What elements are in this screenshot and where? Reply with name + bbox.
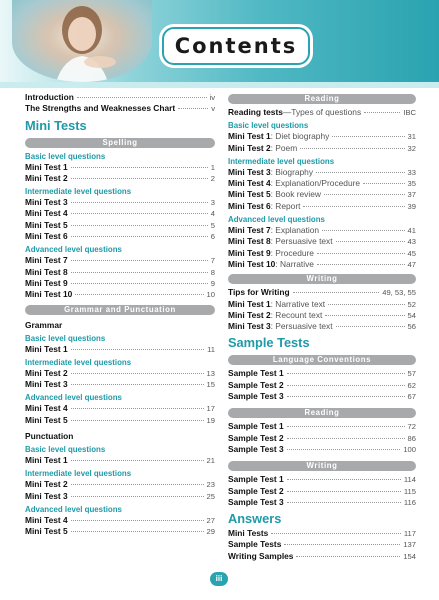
entry-label: Mini Test 8 [25, 266, 68, 277]
toc-entry[interactable] [228, 167, 416, 178]
grammar-heading: Grammar [25, 319, 63, 330]
entry-subtitle: : Procedure [270, 247, 314, 258]
spelling-bar: Spelling [25, 138, 215, 148]
entry-label: Mini Test 3 [25, 490, 68, 501]
toc-entry[interactable] [25, 267, 215, 278]
toc-entry[interactable] [228, 421, 416, 432]
punctuation-heading: Punctuation [25, 431, 74, 442]
left-column [25, 92, 215, 538]
toc-entry[interactable] [228, 321, 416, 332]
level-heading: Intermediate level questions [25, 187, 132, 197]
entry-label: Mini Test 5 [25, 526, 68, 537]
entry-label: Mini Test 3 [228, 321, 271, 332]
toc-entry[interactable] [25, 173, 215, 184]
entry-label: Mini Test 3 [228, 166, 271, 177]
entry-label: Sample Test 2 [228, 432, 284, 443]
entry-label: Mini Test 10 [228, 258, 276, 269]
leader-dots [71, 520, 204, 521]
leader-dots [325, 315, 404, 316]
student-photo [12, 0, 152, 82]
leader-dots [71, 178, 208, 179]
toc-entry[interactable] [228, 189, 416, 200]
toc-entry[interactable] [228, 391, 416, 402]
toc-entry[interactable] [25, 103, 215, 114]
leader-dots [271, 533, 401, 534]
entry-subtitle: : Biography [270, 166, 314, 177]
toc-entry[interactable] [228, 248, 416, 259]
entry-subtitle: : Diet biography [270, 131, 330, 142]
entry-page: 6 [210, 232, 215, 242]
leader-dots [363, 183, 405, 184]
leader-dots [287, 449, 401, 450]
toc-entry[interactable] [228, 551, 416, 562]
entry-label: Mini Test 2 [25, 172, 68, 183]
entry-page: 31 [407, 132, 416, 142]
page-number-badge: iii [210, 572, 228, 586]
leader-dots [71, 225, 208, 226]
entry-subtitle: : Book review [270, 189, 321, 200]
level-heading: Intermediate level questions [25, 357, 132, 367]
entry-label: Mini Test 7 [228, 225, 271, 236]
leader-dots [71, 283, 208, 284]
entry-page: 39 [407, 201, 416, 211]
entry-label: Mini Test 3 [25, 379, 68, 390]
leader-dots [71, 167, 208, 168]
entry-label: Sample Test 1 [228, 368, 284, 379]
entry-page: 57 [407, 369, 416, 379]
entry-label: Mini Test 2 [228, 142, 271, 153]
header-stripe [0, 82, 439, 88]
entry-label: Writing Samples [228, 550, 294, 561]
entry-label: Sample Test 2 [228, 485, 284, 496]
entry-page: 25 [206, 491, 215, 501]
toc-entry[interactable] [228, 259, 416, 270]
sample-reading-bar: Reading [228, 408, 416, 418]
entry-subtitle: : Poem [270, 142, 298, 153]
entry-label: Mini Test 10 [25, 289, 73, 300]
entry-page: iv [209, 93, 215, 102]
entry-page: 11 [207, 344, 215, 354]
entry-page: 7 [210, 256, 215, 266]
toc-entry[interactable] [25, 255, 215, 266]
leader-dots [364, 112, 400, 113]
leader-dots [71, 213, 208, 214]
toc-entry[interactable] [228, 474, 416, 485]
toc-entry[interactable] [228, 497, 416, 508]
entry-label: The Strengths and Weaknesses Chart [25, 103, 176, 114]
leader-dots [317, 264, 405, 265]
entry-label: Mini Test 3 [25, 197, 68, 208]
leader-dots [71, 349, 204, 350]
entry-page: 43 [407, 237, 416, 247]
leader-dots [303, 206, 404, 207]
toc-entry[interactable] [228, 143, 416, 154]
leader-dots [300, 148, 404, 149]
leader-dots [324, 194, 405, 195]
toc-entry[interactable] [228, 107, 416, 118]
leader-dots [287, 373, 405, 374]
entry-label: Reading tests [228, 107, 283, 117]
entry-page: 5 [210, 220, 215, 230]
right-column [228, 92, 416, 562]
entry-page: 4 [210, 209, 215, 219]
entry-page: 33 [407, 167, 416, 177]
entry-page: 137 [403, 540, 416, 550]
toc-entry[interactable] [25, 515, 215, 526]
leader-dots [322, 230, 404, 231]
leader-dots [71, 420, 204, 421]
toc-entry[interactable] [25, 455, 215, 466]
entry-label: Mini Test 2 [25, 367, 68, 378]
level-heading: Advanced level questions [25, 245, 122, 255]
leader-dots [71, 408, 204, 409]
level-heading: Intermediate level questions [228, 156, 335, 166]
entry-page: 1 [210, 162, 215, 172]
entry-label: Mini Test 2 [25, 479, 68, 490]
toc-entry[interactable] [228, 539, 416, 550]
entry-page: 2 [210, 173, 215, 183]
entry-page: 100 [403, 444, 416, 454]
leader-dots [77, 97, 207, 98]
entry-page: 116 [403, 497, 416, 507]
toc-entry[interactable] [25, 92, 215, 103]
leader-dots [284, 544, 400, 545]
entry-label: Sample Test 1 [228, 421, 284, 432]
leader-dots [336, 241, 405, 242]
leader-dots [71, 531, 204, 532]
entry-label: Mini Test 1 [228, 131, 271, 142]
leader-dots [71, 484, 204, 485]
leader-dots [287, 385, 405, 386]
toc-entry[interactable] [25, 344, 215, 355]
entry-label: Mini Test 1 [25, 343, 68, 354]
toc-entry[interactable] [228, 433, 416, 444]
entry-page: 47 [407, 259, 416, 269]
entry-page: IBC [403, 108, 416, 117]
leader-dots [75, 294, 203, 295]
leader-dots [293, 292, 380, 293]
toc-entry[interactable] [228, 201, 416, 212]
entry-label: Mini Test 6 [228, 200, 271, 211]
toc-entry[interactable] [228, 528, 416, 539]
entry-label: Sample Tests [228, 539, 282, 550]
grammar-punctuation-bar: Grammar and Punctuation [25, 305, 215, 315]
entry-page: 72 [407, 422, 416, 432]
entry-subtitle: : Explanation/Procedure [270, 178, 361, 189]
leader-dots [71, 260, 208, 261]
toc-entry[interactable] [25, 368, 215, 379]
toc-entry[interactable] [228, 310, 416, 321]
entry-page: 49, 53, 55 [382, 288, 416, 298]
toc-entry[interactable] [228, 380, 416, 391]
entry-label: Sample Test 3 [228, 496, 284, 507]
sample-tests-heading: Sample Tests [228, 335, 310, 351]
entry-label: Mini Test 5 [25, 414, 68, 425]
writing-bar: Writing [228, 274, 416, 284]
toc-entry[interactable] [25, 220, 215, 231]
toc-entry[interactable] [25, 479, 215, 490]
entry-page: 19 [206, 415, 215, 425]
entry-label: Mini Test 5 [228, 189, 271, 200]
entry-page: 23 [206, 480, 215, 490]
leader-dots [328, 304, 404, 305]
entry-page: 37 [407, 190, 416, 200]
level-heading: Basic level questions [228, 121, 309, 131]
leader-dots [287, 438, 405, 439]
leader-dots [71, 373, 204, 374]
entry-label: Mini Test 6 [25, 231, 68, 242]
entry-label: Mini Test 1 [228, 298, 271, 309]
entry-page: 86 [407, 433, 416, 443]
leader-dots [287, 502, 401, 503]
entry-subtitle: : Narrative text [270, 298, 326, 309]
entry-page: 29 [206, 527, 215, 537]
entry-label: Sample Test 3 [228, 391, 284, 402]
leader-dots [71, 236, 208, 237]
entry-page: 13 [206, 368, 215, 378]
toc-entry[interactable] [228, 131, 416, 142]
toc-entry[interactable] [25, 491, 215, 502]
entry-label: Tips for Writing [228, 287, 290, 298]
level-heading: Basic level questions [25, 151, 106, 161]
toc-entry[interactable] [25, 403, 215, 414]
toc-entry[interactable] [25, 526, 215, 537]
toc-entry[interactable] [228, 368, 416, 379]
entry-page: 3 [210, 198, 215, 208]
toc-entry[interactable] [25, 231, 215, 242]
leader-dots [316, 172, 405, 173]
toc-entry[interactable] [228, 225, 416, 236]
leader-dots [287, 491, 401, 492]
entry-page: 54 [407, 310, 416, 320]
entry-page: 117 [403, 529, 416, 539]
entry-page: 21 [206, 456, 215, 466]
entry-label: Mini Test 4 [25, 514, 68, 525]
entry-subtitle: —Types of questions [282, 107, 362, 117]
toc-entry[interactable] [25, 379, 215, 390]
reading-bar: Reading [228, 94, 416, 104]
toc-entry[interactable] [25, 415, 215, 426]
level-heading: Advanced level questions [228, 215, 325, 225]
toc-entry[interactable] [25, 162, 215, 173]
leader-dots [71, 496, 204, 497]
entry-page: 67 [407, 392, 416, 402]
leader-dots [71, 384, 204, 385]
toc-entry[interactable] [25, 289, 215, 300]
entry-page: 115 [403, 486, 416, 496]
entry-page: 15 [206, 380, 215, 390]
entry-page: 154 [403, 551, 416, 561]
toc-entry[interactable] [25, 208, 215, 219]
entry-page: 41 [407, 226, 416, 236]
entry-label: Mini Test 1 [25, 161, 68, 172]
language-conventions-bar: Language Conventions [228, 355, 416, 365]
title-box [162, 27, 310, 65]
entry-page: 9 [210, 278, 215, 288]
entry-label: Introduction [25, 92, 74, 102]
entry-subtitle: : Persuasive text [270, 236, 333, 247]
leader-dots [287, 426, 405, 427]
toc-entry[interactable] [228, 287, 416, 298]
entry-page: 17 [206, 404, 215, 414]
leader-dots [332, 136, 404, 137]
answers-heading: Answers [228, 511, 282, 527]
entry-page: 8 [210, 267, 215, 277]
entry-page: 45 [407, 248, 416, 258]
entry-page: v [211, 104, 215, 114]
leader-dots [296, 556, 400, 557]
entry-label: Sample Test 1 [228, 474, 284, 485]
entry-label: Mini Test 4 [25, 403, 68, 414]
entry-subtitle: : Narrative [275, 258, 314, 269]
entry-label: Mini Test 1 [25, 455, 68, 466]
leader-dots [71, 460, 204, 461]
entry-label: Mini Test 9 [25, 277, 68, 288]
entry-page: 62 [407, 380, 416, 390]
leader-dots [71, 272, 208, 273]
entry-label: Mini Test 8 [228, 236, 271, 247]
entry-subtitle: : Explanation [270, 225, 320, 236]
entry-label: Sample Test 2 [228, 379, 284, 390]
toc-entry[interactable] [25, 197, 215, 208]
page-title: Contents [174, 34, 298, 58]
entry-page: 114 [403, 475, 416, 485]
entry-label: Mini Test 7 [25, 255, 68, 266]
entry-label: Sample Test 3 [228, 443, 284, 454]
entry-label: Mini Test 5 [25, 219, 68, 230]
entry-subtitle: : Report [270, 200, 301, 211]
level-heading: Basic level questions [25, 445, 106, 455]
entry-page: 35 [407, 179, 416, 189]
leader-dots [71, 202, 208, 203]
toc-entry[interactable] [228, 178, 416, 189]
toc-entry[interactable] [228, 236, 416, 247]
entry-page: 27 [206, 515, 215, 525]
leader-dots [287, 396, 405, 397]
entry-subtitle: : Recount text [270, 309, 323, 320]
entry-label: Mini Test 4 [25, 208, 68, 219]
toc-entry[interactable] [228, 299, 416, 310]
level-heading: Basic level questions [25, 333, 106, 343]
leader-dots [178, 108, 208, 109]
level-heading: Advanced level questions [25, 504, 122, 514]
entry-label: Mini Test 2 [228, 309, 271, 320]
leader-dots [336, 326, 405, 327]
entry-label: Mini Test 9 [228, 247, 271, 258]
toc-entry[interactable] [228, 486, 416, 497]
entry-label: Mini Tests [228, 528, 269, 539]
toc-entry[interactable] [228, 444, 416, 455]
leader-dots [317, 253, 405, 254]
entry-page: 52 [407, 299, 416, 309]
entry-label: Mini Test 4 [228, 178, 271, 189]
entry-page: 32 [407, 143, 416, 153]
mini-tests-heading: Mini Tests [25, 117, 87, 133]
level-heading: Advanced level questions [25, 393, 122, 403]
entry-page: 56 [407, 322, 416, 332]
entry-subtitle: : Persuasive text [270, 321, 333, 332]
sample-writing-bar: Writing [228, 461, 416, 471]
toc-entry[interactable] [25, 278, 215, 289]
level-heading: Intermediate level questions [25, 469, 132, 479]
entry-page: 10 [206, 290, 215, 300]
leader-dots [287, 479, 401, 480]
